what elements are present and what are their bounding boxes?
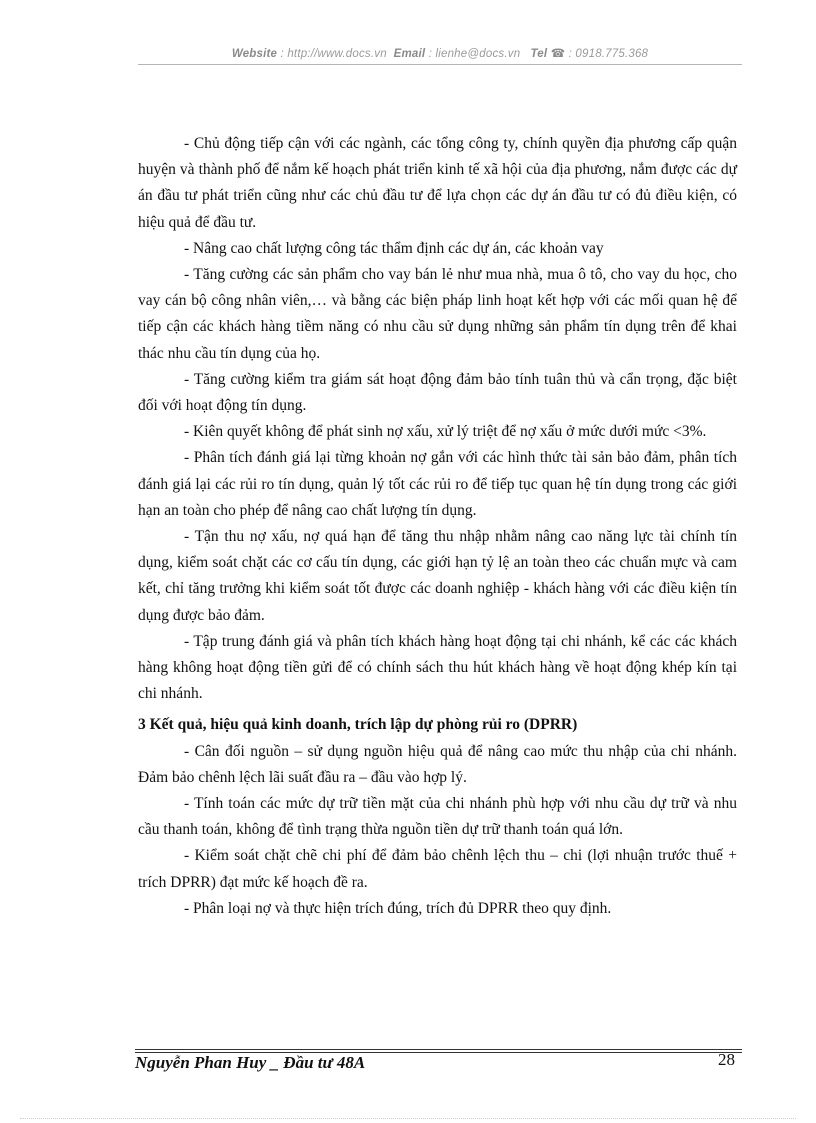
tel-separator: : (565, 48, 576, 60)
paragraph: - Tập trung đánh giá và phân tích khách hàng hoạt động tại chi nhánh, kể các các khách hàng không hoạt động tiền gửi để có chính sách thu hút khách hàng về hoạt động khép kín tại chi nhánh. (138, 632, 737, 703)
paragraph: - Tính toán các mức dự trữ tiền mặt của chi nhánh phù hợp với nhu cầu dự trữ và nhu cầu thanh toán, không để tình trạng thừa nguồn tiền dự trữ thanh toán quá lớn. (138, 795, 737, 839)
paragraph: - Phân loại nợ và thực hiện trích đúng, trích đủ DPRR theo quy định. (184, 899, 612, 917)
website-separator: : (277, 48, 288, 60)
phone-icon: ☎ (550, 48, 566, 60)
tel-number: 0918.775.368 (575, 48, 649, 60)
section-heading: 3 Kết quả, hiệu quả kinh doanh, trích lập dự phòng rủi ro (DPRR) (138, 716, 578, 734)
paragraph: - Tận thu nợ xấu, nợ quá hạn để tăng thu nhập nhằm nâng cao năng lực tài chính tín dụng, kiểm soát chặt các cơ cấu tín dụng, các giới hạn tỷ lệ an toàn theo các chuẩn mực và cam kết, chỉ tăng trưởng khi kiểm soát tốt được các doanh nghiệp - khách hàng với các điều kiện tín dụng được bảo đảm. (138, 528, 737, 624)
tel-label: Tel (530, 48, 548, 60)
paragraph: - Tăng cường kiểm tra giám sát hoạt động đảm bảo tính tuân thủ và cẩn trọng, đặc biệt đối với hoạt động tín dụng. (138, 370, 737, 415)
email-address[interactable]: lienhe@docs.vn (435, 48, 521, 60)
paragraph: - Tăng cường các sản phẩm cho vay bán lẻ như mua nhà, mua ô tô, cho vay du học, cho vay cán bộ công nhân viên,… và bằng các biện pháp linh hoạt kết hợp với các mối quan hệ để tiếp cận các khách hàng tiềm năng có nhu cầu sử dụng những sản phẩm tín dụng trên để khai thác nhu cầu tín dụng của họ. (138, 266, 737, 362)
website-label: Website (231, 48, 278, 60)
page-header (138, 46, 742, 60)
email-label: Email (393, 48, 426, 60)
page-number: 28 (718, 1050, 735, 1069)
document-body (138, 131, 737, 922)
paragraph: - Kiên quyết không để phát sinh nợ xấu, xử lý triệt để nợ xấu ở mức dưới mức <3%. (184, 423, 707, 441)
website-url[interactable]: http://www.docs.vn (287, 48, 387, 60)
paragraph: - Chủ động tiếp cận với các ngành, các tổng công ty, chính quyền địa phương cấp quận huyện và thành phố để nắm kế hoạch phát triển kinh tế xã hội của địa phương, nắm được các dự án đầu tư phát triển cũng như các chủ đầu tư để lựa chọn các dự án đầu tư có đủ điều kiện, có hiệu quả để đầu tư. (138, 135, 737, 231)
footer-divider (135, 1049, 742, 1050)
footer-author: Nguyễn Phan Huy _ Đầu tư 48A (135, 1053, 366, 1072)
header-divider (138, 64, 742, 65)
paragraph: - Cân đối nguồn – sử dụng nguồn hiệu quả để nâng cao mức thu nhập của chi nhánh. Đảm bảo chênh lệch lãi suất đầu ra – đầu vào hợp lý. (138, 742, 737, 786)
page-edge (20, 1118, 796, 1119)
paragraph: - Nâng cao chất lượng công tác thẩm định các dự án, các khoản vay (184, 239, 604, 257)
paragraph: - Kiểm soát chặt chẽ chi phí để đảm bảo chênh lệch thu – chi (lợi nhuận trước thuế + trích DPRR) đạt mức kế hoạch đề ra. (138, 847, 737, 891)
paragraph: - Phân tích đánh giá lại từng khoản nợ gắn với các hình thức tài sản bảo đảm, phân tích đánh giá lại các rủi ro tín dụng, quản lý tốt các rủi ro để tiếp tục quan hệ tín dụng trong các giới hạn an toàn cho phép để nâng cao chất lượng tín dụng. (138, 449, 737, 519)
email-separator: : (425, 48, 436, 60)
